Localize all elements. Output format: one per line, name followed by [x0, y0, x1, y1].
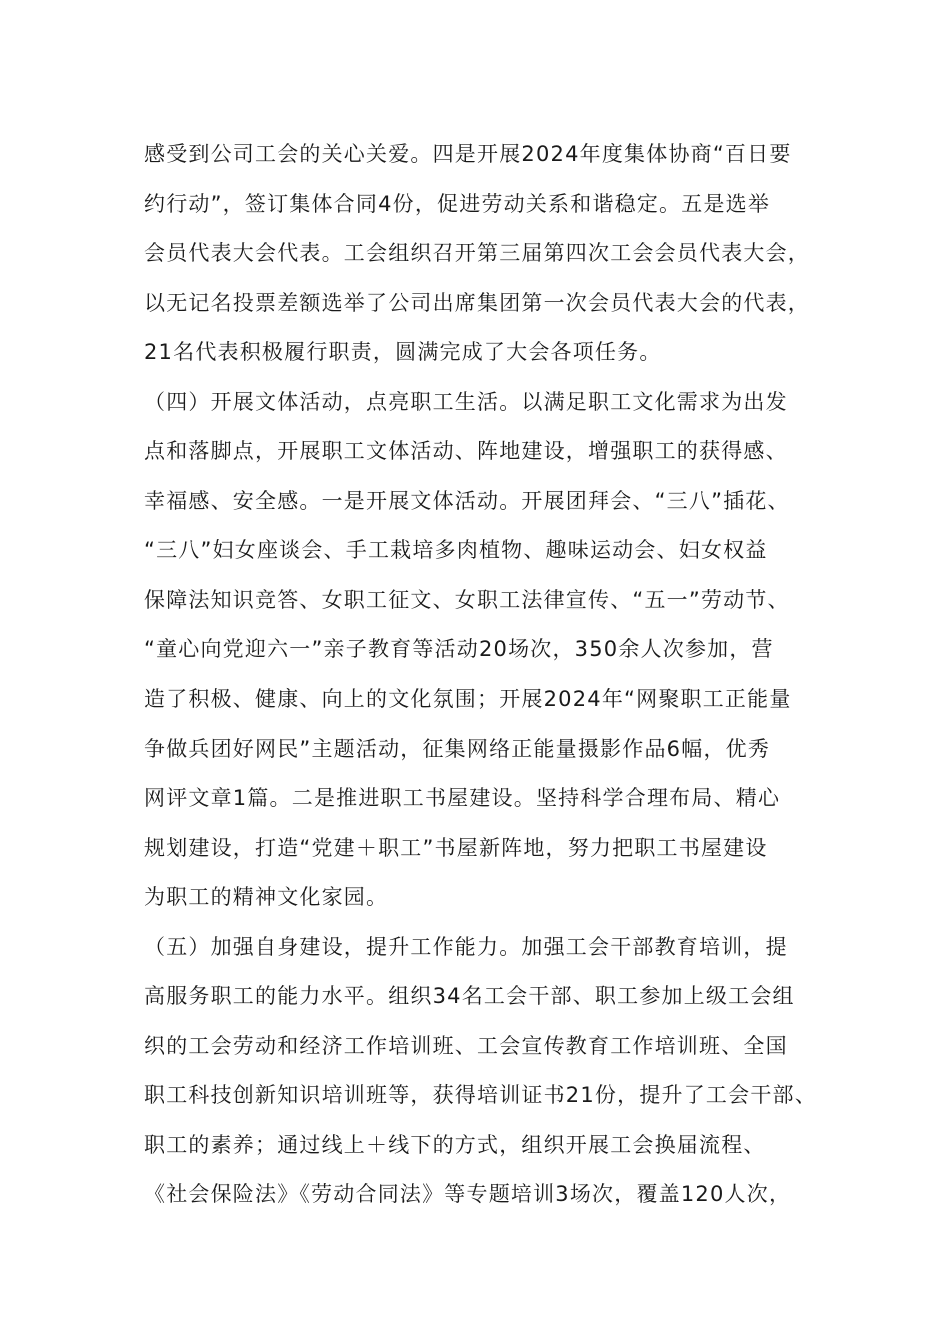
text-line: 以无记名投票差额选举了公司出席集团第一次会员代表大会的代表，: [144, 290, 810, 315]
text-line: 保障法知识竞答、女职工征文、女职工法律宣传、“五一”劳动节、: [144, 587, 790, 612]
text-line: 职工科技创新知识培训班等，获得培训证书21份，提升了工会干部、: [144, 1083, 817, 1108]
text-line: 约行动”，签订集体合同4份，促进劳动关系和谐稳定。五是选举: [144, 191, 771, 216]
text-line: 《社会保险法》《劳动合同法》等专题培训3场次，覆盖120人次，: [144, 1182, 792, 1207]
text-line: 点和落脚点，开展职工文体活动、阵地建设，增强职工的获得感、: [144, 439, 788, 464]
text-line: “童心向党迎六一”亲子教育等活动20场次，350余人次参加，营: [144, 637, 774, 662]
text-line: 争做兵团好网民”主题活动，征集网络正能量摄影作品6幅，优秀: [144, 736, 771, 761]
text-line: “三八”妇女座谈会、手工栽培多肉植物、趣味运动会、妇女权益: [144, 538, 768, 563]
text-line: 职工的素养；通过线上＋线下的方式，组织开展工会换届流程、: [144, 1132, 766, 1157]
text-line: 规划建设，打造“党建＋职工”书屋新阵地，努力把职工书屋建设: [144, 835, 768, 860]
text-line: 织的工会劳动和经济工作培训班、工会宣传教育工作培训班、全国: [144, 1033, 788, 1058]
text-line: 高服务职工的能力水平。组织34名工会干部、职工参加上级工会组: [144, 984, 795, 1009]
text-line: 感受到公司工会的关心关爱。四是开展2024年度集体协商“百日要: [144, 142, 792, 166]
text-line: 幸福感、安全感。一是开展文体活动。开展团拜会、“三八”插花、: [144, 488, 790, 513]
section-four-heading-line: （四）开展文体活动，点亮职工生活。以满足职工文化需求为出发: [144, 389, 788, 414]
body-text: [144, 130, 844, 1220]
section-five-heading-line: （五）加强自身建设，提升工作能力。加强工会干部教育培训，提: [144, 934, 788, 959]
text-line: 造了积极、健康、向上的文化氛围；开展2024年“网聚职工正能量: [144, 687, 792, 712]
text-line: 网评文章1篇。二是推进职工书屋建设。坚持科学合理布局、精心: [144, 786, 781, 811]
text-line: 为职工的精神文化家园。: [144, 885, 389, 910]
text-line: 21名代表积极履行职责，圆满完成了大会各项任务。: [144, 340, 662, 365]
text-line: 会员代表大会代表。工会组织召开第三届第四次工会会员代表大会，: [144, 241, 810, 266]
